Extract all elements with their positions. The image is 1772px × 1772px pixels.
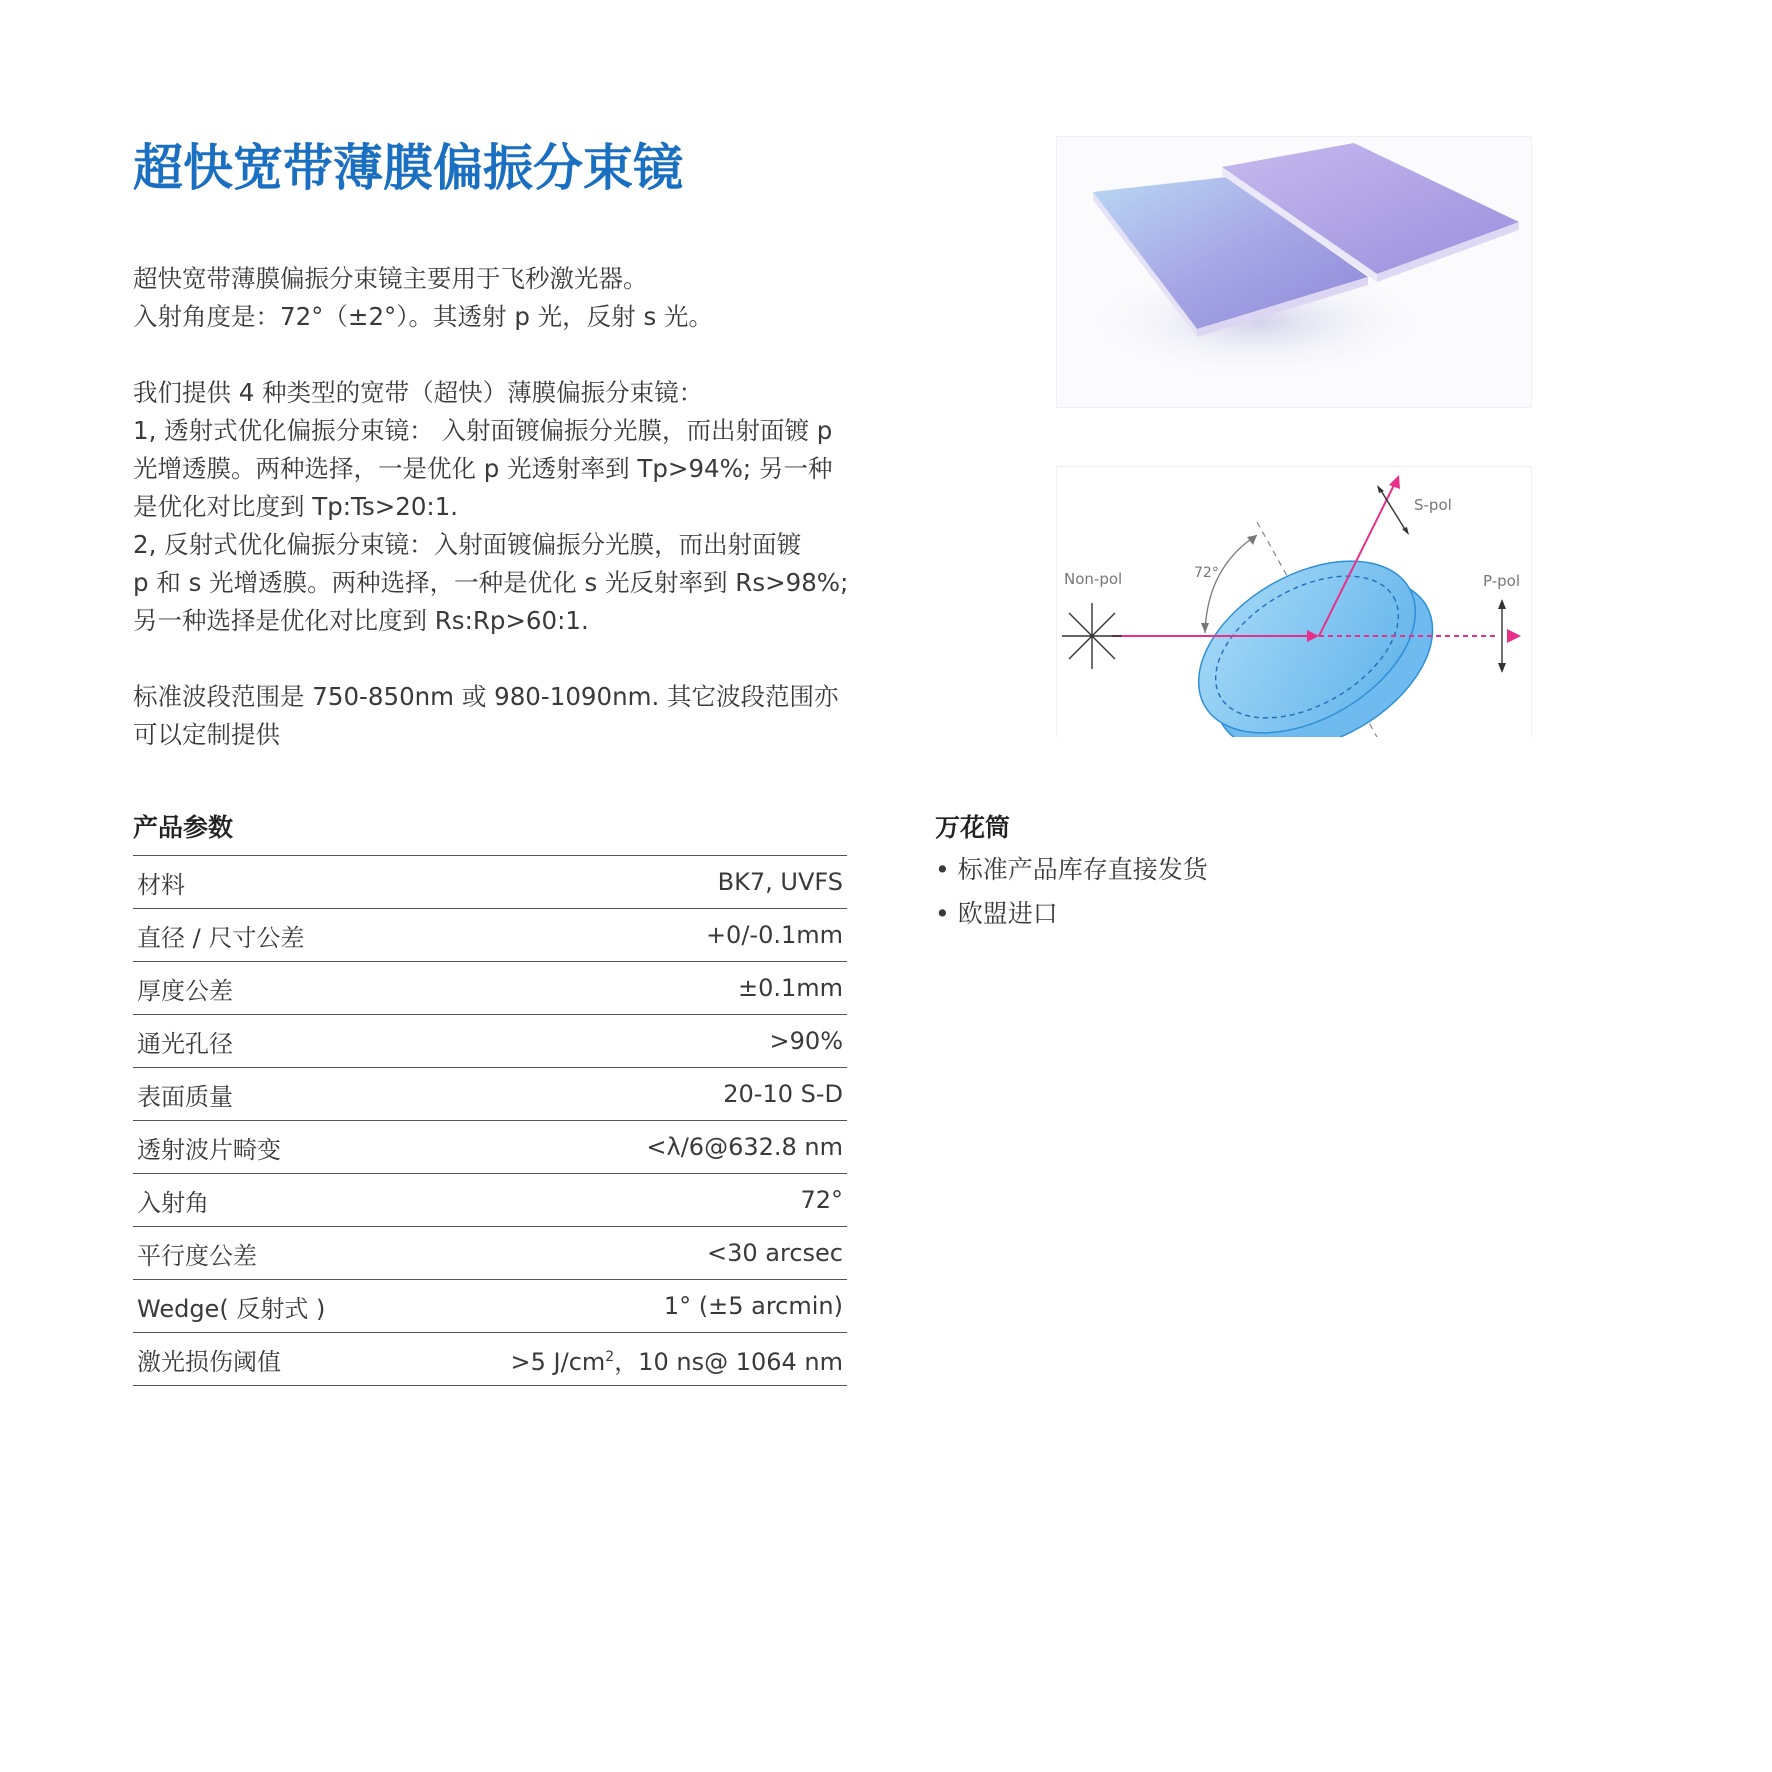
spec-value: BK7, UVFS <box>394 856 847 909</box>
spec-label: 表面质量 <box>133 1068 394 1121</box>
table-row <box>133 909 847 962</box>
intro-line: 标准波段范围是 750-850nm 或 980-1090nm. 其它波段范围亦 <box>133 682 839 711</box>
spec-label: 通光孔径 <box>133 1015 394 1068</box>
polarization-diagram <box>1056 466 1532 737</box>
table-row <box>133 856 847 909</box>
beam-splitter-disc <box>1169 523 1463 737</box>
spec-label: 透射波片畸变 <box>133 1121 394 1174</box>
intro-line: 2, 反射式优化偏振分束镜：入射面镀偏振分光膜，而出射面镀 <box>133 530 802 559</box>
spec-label: Wedge( 反射式 ) <box>133 1280 394 1333</box>
glass-plates-image <box>1057 137 1531 407</box>
table-row <box>133 1121 847 1174</box>
spec-value: 1° (±5 arcmin) <box>394 1280 847 1333</box>
page-title: 超快宽带薄膜偏振分束镜 <box>133 139 683 197</box>
damage-exponent: 2 <box>605 1348 615 1365</box>
angle-label: 72° <box>1194 565 1219 581</box>
intro-line: 我们提供 4 种类型的宽带（超快）薄膜偏振分束镜： <box>133 378 704 407</box>
spec-value: 72° <box>394 1174 847 1227</box>
intro-line: 光增透膜。两种选择，一是优化 p 光透射率到 Tp>94%; 另一种 <box>133 454 833 483</box>
intro-line: 可以定制提供 <box>133 720 280 749</box>
product-photo <box>1056 136 1532 408</box>
intro-line: 1, 透射式优化偏振分束镜： 入射面镀偏振分光膜，而出射面镀 p <box>133 416 833 445</box>
table-row <box>133 962 847 1015</box>
intro-line: 是优化对比度到 Tp:Ts>20:1. <box>133 492 459 521</box>
table-row <box>133 1174 847 1227</box>
s-pol-label: S-pol <box>1414 496 1452 514</box>
spec-label: 激光损伤阈值 <box>133 1333 394 1386</box>
spec-label: 入射角 <box>133 1174 394 1227</box>
damage-value-tail: ，10 ns@ 1064 nm <box>614 1347 843 1376</box>
spec-label: 厚度公差 <box>133 962 394 1015</box>
params-heading: 产品参数 <box>133 813 234 842</box>
intro-line: 另一种选择是优化对比度到 Rs:Rp>60:1. <box>133 606 589 635</box>
list-item: • 欧盟进口 <box>935 892 1208 936</box>
non-pol-label: Non-pol <box>1064 570 1123 588</box>
list-item: • 标准产品库存直接发货 <box>935 848 1208 892</box>
non-pol-symbol <box>1062 603 1122 669</box>
spec-value <box>394 1333 847 1386</box>
spec-label: 材料 <box>133 856 394 909</box>
spec-value: ±0.1mm <box>394 962 847 1015</box>
table-row <box>133 1280 847 1333</box>
table-row <box>133 1227 847 1280</box>
polarizer-beam-diagram <box>1057 467 1531 737</box>
intro-line: p 和 s 光增透膜。两种选择，一种是优化 s 光反射率到 Rs>98%; <box>133 568 849 597</box>
spec-value: <30 arcsec <box>394 1227 847 1280</box>
p-pol-label: P-pol <box>1483 572 1520 590</box>
spec-value: 20-10 S-D <box>394 1068 847 1121</box>
kaleido-list <box>935 848 1208 936</box>
spec-label: 直径 / 尺寸公差 <box>133 909 394 962</box>
spec-table <box>133 855 847 1386</box>
intro-line: 超快宽带薄膜偏振分束镜主要用于飞秒激光器。 <box>133 264 648 293</box>
damage-value: >5 J/cm <box>510 1347 606 1376</box>
intro-line: 入射角度是：72°（±2°）。其透射 p 光，反射 s 光。 <box>133 302 714 331</box>
table-row <box>133 1333 847 1386</box>
table-row <box>133 1015 847 1068</box>
kaleido-heading: 万花筒 <box>935 813 1011 842</box>
intro-text <box>133 260 853 754</box>
spec-label: 平行度公差 <box>133 1227 394 1280</box>
spec-value: +0/-0.1mm <box>394 909 847 962</box>
spec-value: <λ/6@632.8 nm <box>394 1121 847 1174</box>
table-row <box>133 1068 847 1121</box>
spec-value: >90% <box>394 1015 847 1068</box>
